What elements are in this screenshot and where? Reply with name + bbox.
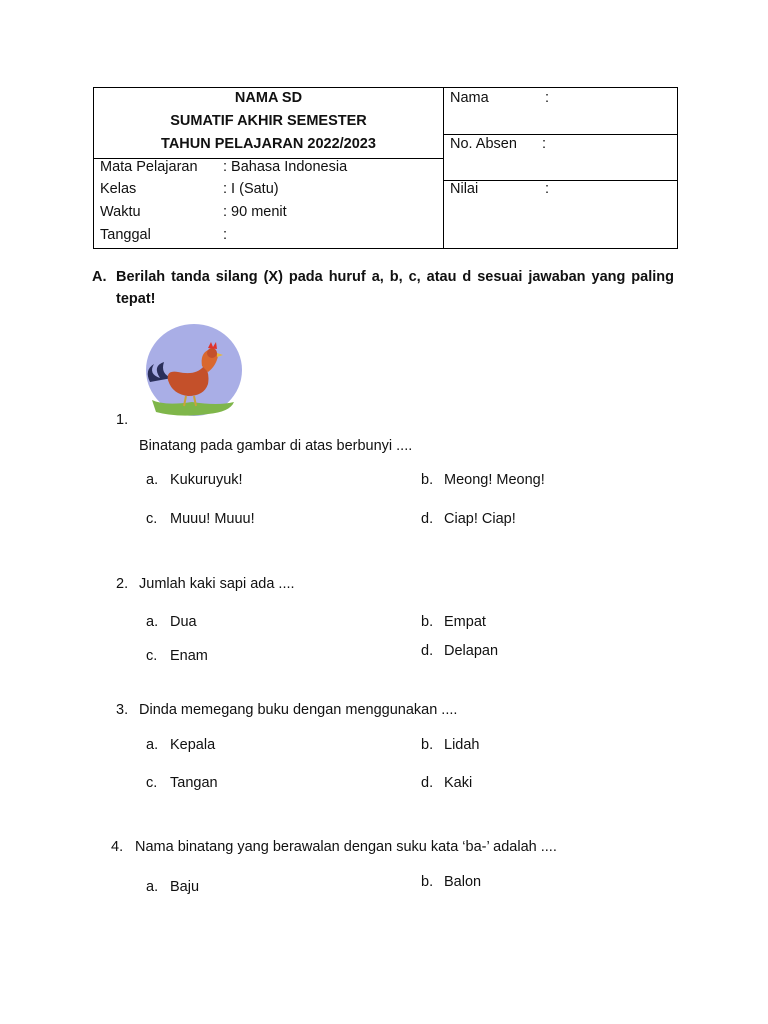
q3-option-a-letter: a. (146, 737, 159, 753)
q1-option-a[interactable]: Kukuruyuk! (170, 472, 243, 488)
q1-option-b-letter: b. (421, 472, 434, 488)
q3-option-a[interactable]: Kepala (170, 737, 216, 753)
q1-option-a-letter: a. (146, 472, 159, 488)
field-value-class: : I (Satu) (223, 181, 279, 197)
q4-option-b[interactable]: Balon (444, 874, 482, 890)
field-label-date: Tanggal (100, 227, 151, 243)
field-label-class: Kelas (100, 181, 137, 197)
section-letter: A. (92, 269, 107, 285)
header-table (93, 87, 678, 249)
student-value-score[interactable]: : (545, 181, 550, 197)
q2-option-d-letter: d. (421, 643, 434, 659)
table-divider-right-1 (443, 134, 677, 135)
student-label-name: Nama (450, 90, 489, 106)
q2-option-d[interactable]: Delapan (444, 643, 499, 659)
school-name: NAMA SD (234, 90, 303, 106)
field-value-date: : (223, 227, 228, 243)
q2-option-a[interactable]: Dua (170, 614, 197, 630)
question-1-number: 1. (116, 412, 129, 428)
q1-option-d[interactable]: Ciap! Ciap! (444, 511, 516, 527)
rooster-image (138, 322, 248, 426)
q3-option-b-letter: b. (421, 737, 434, 753)
field-value-subject: : Bahasa Indonesia (223, 159, 348, 175)
question-2-number: 2. (116, 576, 129, 592)
q4-option-a-letter: a. (146, 879, 159, 895)
school-year: TAHUN PELAJARAN 2022/2023 (161, 136, 376, 152)
q1-option-d-letter: d. (421, 511, 434, 527)
q2-option-c-letter: c. (146, 648, 158, 664)
q2-option-a-letter: a. (146, 614, 159, 630)
q1-option-c-letter: c. (146, 511, 158, 527)
q3-option-c[interactable]: Tangan (170, 775, 218, 791)
q3-option-c-letter: c. (146, 775, 158, 791)
q2-option-c[interactable]: Enam (170, 648, 208, 664)
instruction-text: Berilah tanda silang (X) pada huruf a, b, c, atau d sesuai jawaban yang paling tepat! (116, 269, 674, 307)
question-2-text: Jumlah kaki sapi ada .... (139, 576, 295, 592)
question-4-number: 4. (111, 839, 124, 855)
field-value-time: : 90 menit (223, 204, 287, 220)
question-1-text: Binatang pada gambar di atas berbunyi .... (139, 438, 413, 454)
q1-option-c[interactable]: Muuu! Muuu! (170, 511, 255, 527)
rooster-head (207, 348, 217, 358)
question-4-text: Nama binatang yang berawalan dengan suku kata ‘ba-’ adalah .... (135, 839, 557, 855)
student-value-name[interactable]: : (545, 90, 550, 106)
student-label-number: No. Absen (450, 136, 517, 152)
q2-option-b-letter: b. (421, 614, 434, 630)
question-3-text: Dinda memegang buku dengan menggunakan .... (139, 702, 458, 718)
table-divider-vertical (443, 88, 444, 248)
q4-option-b-letter: b. (421, 874, 434, 890)
exam-title: SUMATIF AKHIR SEMESTER (170, 113, 367, 129)
question-3-number: 3. (116, 702, 129, 718)
q3-option-b[interactable]: Lidah (444, 737, 480, 753)
student-label-score: Nilai (450, 181, 479, 197)
q1-option-b[interactable]: Meong! Meong! (444, 472, 545, 488)
q2-option-b[interactable]: Empat (444, 614, 486, 630)
field-label-time: Waktu (100, 204, 141, 220)
q3-option-d[interactable]: Kaki (444, 775, 473, 791)
q3-option-d-letter: d. (421, 775, 434, 791)
q4-option-a[interactable]: Baju (170, 879, 200, 895)
student-value-number[interactable]: : (542, 136, 547, 152)
field-label-subject: Mata Pelajaran (100, 159, 198, 175)
